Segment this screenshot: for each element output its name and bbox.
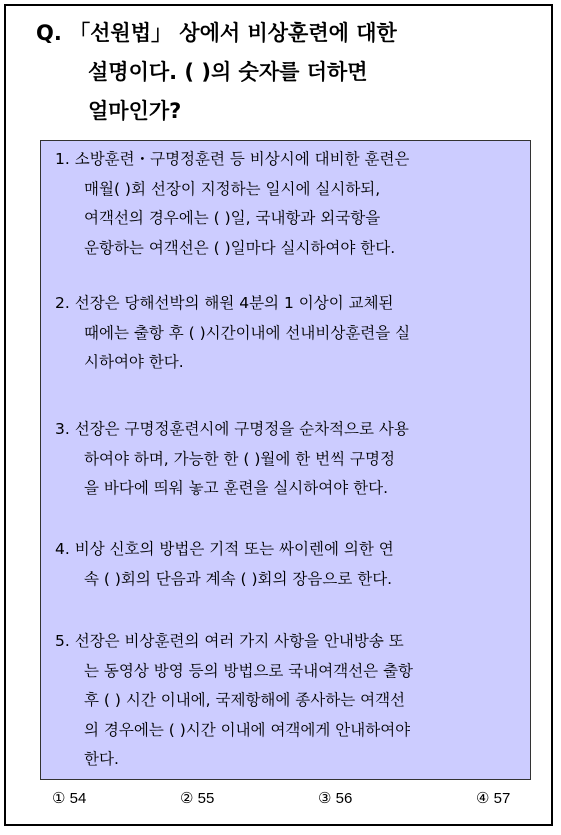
item-2-line-2: 때에는 출항 후 ( )시간이내에 선내비상훈련을 실 bbox=[84, 323, 411, 342]
item-5-line-5: 한다. bbox=[84, 750, 119, 768]
choice-3[interactable]: ③ 56 bbox=[318, 790, 353, 807]
item-1-line-1: 1. 소방훈련・구명정훈련 등 비상시에 대비한 훈련은 bbox=[55, 150, 410, 168]
item-1-line-3: 여객선의 경우에는 ( )일, 국내항과 외국항을 bbox=[84, 209, 381, 227]
item-1-line-2: 매월( )회 선장이 지정하는 일시에 실시하되, bbox=[84, 179, 381, 198]
passage-item-1 bbox=[55, 145, 525, 263]
passage-box bbox=[40, 140, 531, 780]
passage-item-3 bbox=[55, 415, 525, 504]
item-3-line-3: 을 바다에 띄워 놓고 훈련을 실시하여야 한다. bbox=[84, 479, 389, 497]
passage-item-4 bbox=[55, 535, 525, 594]
answer-choices bbox=[50, 786, 530, 812]
passage-item-2 bbox=[55, 289, 525, 378]
item-4-line-1: 4. 비상 신호의 방법은 기적 또는 싸이렌에 의한 연 bbox=[55, 540, 394, 558]
question-line-2: 설명이다. ( )의 숫자를 더하면 bbox=[88, 60, 368, 84]
item-2-line-3: 시하여야 한다. bbox=[84, 353, 184, 371]
item-5-line-3: 후 ( ) 시간 이내에, 국제항해에 종사하는 여객선 bbox=[84, 691, 406, 709]
choice-4[interactable]: ④ 57 bbox=[476, 790, 511, 807]
item-3-line-2: 하여야 하며, 가능한 한 ( )월에 한 번씩 구명정 bbox=[84, 449, 395, 468]
item-5-line-2: 는 동영상 방영 등의 방법으로 국내여객선은 출항 bbox=[84, 661, 414, 680]
item-5-line-4: 의 경우에는 ( )시간 이내에 여객에게 안내하여야 bbox=[84, 720, 411, 739]
choice-1[interactable]: ① 54 bbox=[52, 790, 87, 807]
choice-2[interactable]: ② 55 bbox=[180, 790, 215, 807]
question-line-3: 얼마인가? bbox=[88, 99, 182, 123]
item-1-line-4: 운항하는 여객선은 ( )일마다 실시하여야 한다. bbox=[84, 238, 396, 257]
item-3-line-1: 3. 선장은 구명정훈련시에 구명정을 순차적으로 사용 bbox=[55, 420, 409, 438]
item-2-line-1: 2. 선장은 당해선박의 해원 4분의 1 이상이 교체된 bbox=[55, 294, 394, 312]
question-title bbox=[36, 14, 536, 131]
item-4-line-2: 속 ( )회의 단음과 계속 ( )회의 장음으로 한다. bbox=[84, 569, 393, 588]
question-line-1: Q. 「선원법」 상에서 비상훈련에 대한 bbox=[36, 21, 397, 45]
passage-item-5 bbox=[55, 627, 525, 775]
item-5-line-1: 5. 선장은 비상훈련의 여러 가지 사항을 안내방송 또 bbox=[55, 632, 404, 650]
